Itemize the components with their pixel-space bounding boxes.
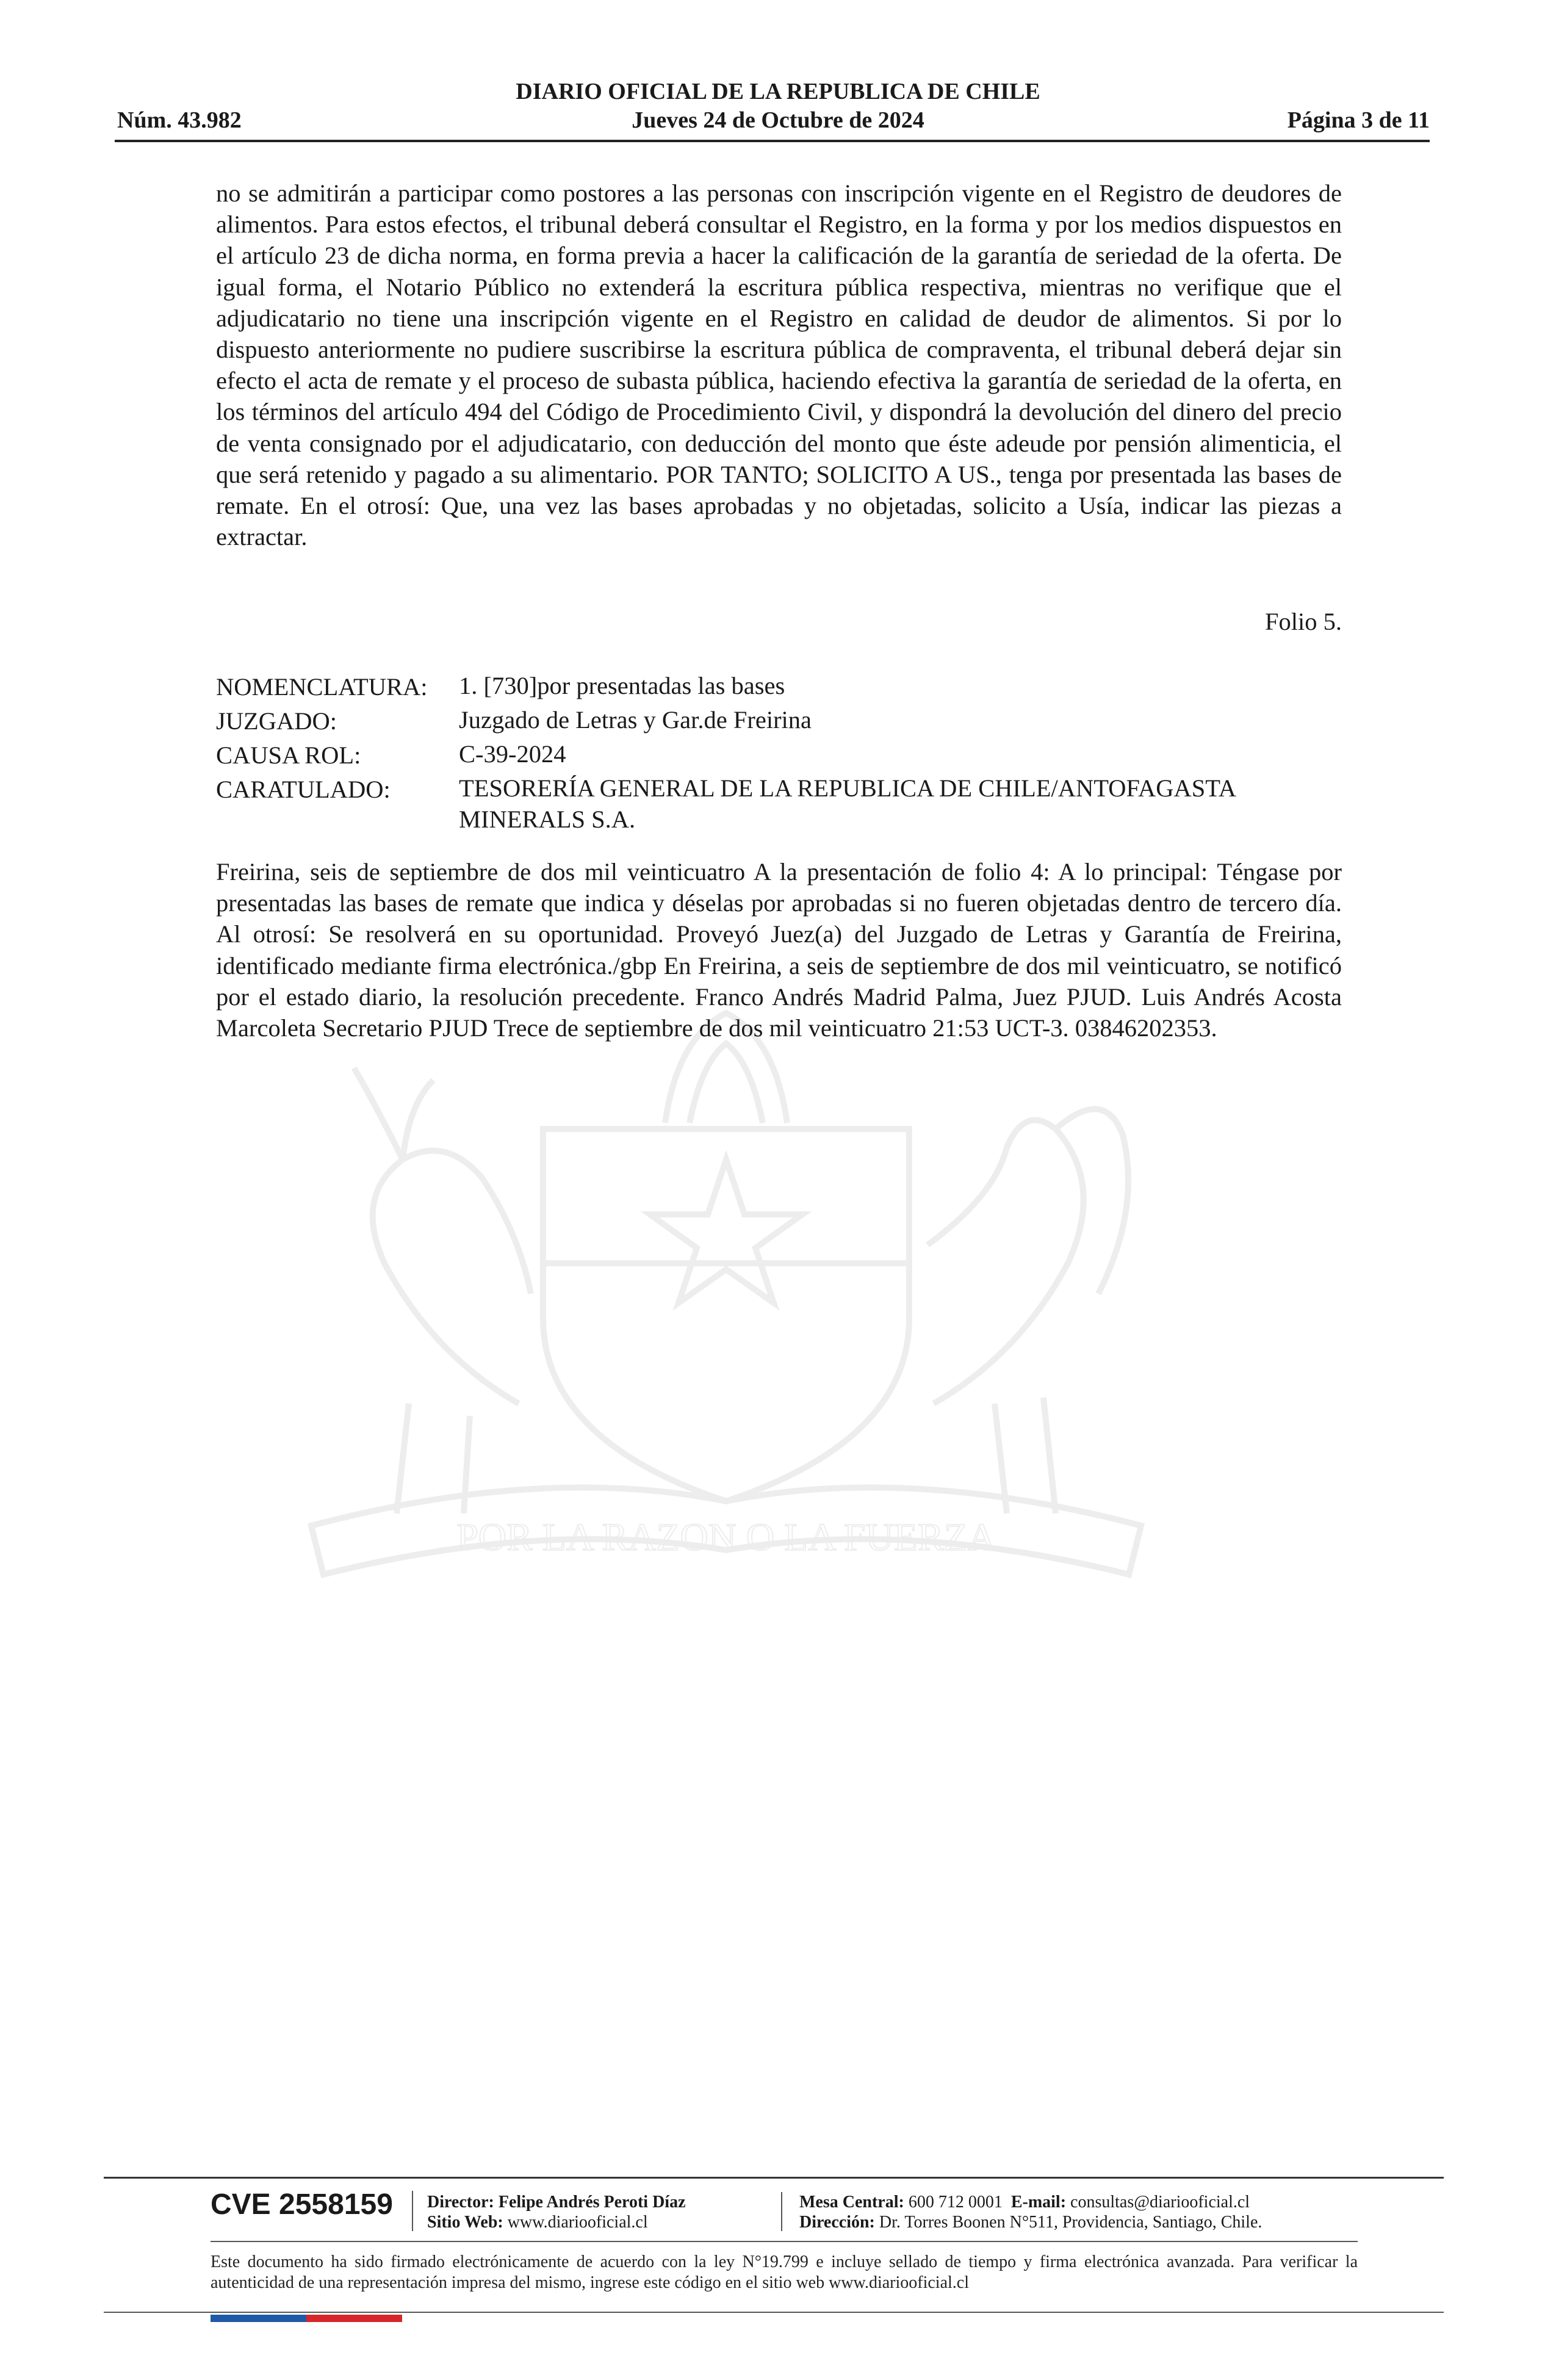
flag-stripe-blue [211, 2315, 306, 2322]
folio-label: Folio 5. [1264, 608, 1342, 635]
meta-value: TESORERÍA GENERAL DE LA REPUBLICA DE CHILE/ANTOFAGASTA MINERALS S.A. [459, 774, 1235, 833]
email-label: E-mail: [1010, 2193, 1067, 2212]
email-link[interactable]: consultas@diariooficial.cl [1070, 2193, 1250, 2212]
page-indicator: Página 3 de 11 [1287, 107, 1430, 133]
meta-row-caratulado [216, 773, 1342, 835]
header-divider [115, 140, 1430, 142]
meta-value: 1. [730]por presentadas las bases [459, 672, 785, 699]
meta-row-juzgado [216, 704, 1342, 738]
case-metadata [216, 670, 1342, 835]
meta-label: CARATULADO: [216, 776, 391, 803]
cve-code: CVE 2558159 [211, 2188, 393, 2221]
issue-date: Jueves 24 de Octubre de 2024 [632, 107, 924, 133]
meta-row-causa-rol [216, 738, 1342, 773]
signature-disclaimer: Este documento ha sido firmado electrónicamente de acuerdo con la ley N°19.799 e incluye sellado de tiempo y firma electrónica avanzada. Para verificar la autenticidad de una representación impresa del mismo, ingrese este código en el sitio web www.diariooficial.cl [211, 2252, 1358, 2292]
paragraph-bases-remate: no se admitirán a participar como postores a las personas con inscripción vigente en el Registro de deudores de alimentos. Para estos efectos, el tribunal deberá consultar el Registro, en la forma y por los medios dispuestos en el artículo 23 de dicha norma, en forma previa a hacer la calificación de la garantía de seriedad de la oferta. De igual forma, el Notario Público no extenderá la escritura pública respectiva, mientras no verifique que el adjudicatario no tiene una inscripción vigente en el Registro en calidad de deudor de alimentos. Si por lo dispuesto anteriormente no pudiere suscribirse la escritura pública de compraventa, el tribunal deberá dejar sin efecto el acta de remate y el proceso de subasta pública, haciendo efectiva la garantía de seriedad de la oferta, en los términos del artículo 494 del Código de Procedimiento Civil, y dispondrá la devolución del dinero del precio de venta consignado por el adjudicatario, con deducción del monto que éste adeude por pensión alimenticia, el que será retenido y pagado a su alimentario. POR TANTO; SOLICITO A US., tenga por presentada las bases de remate. En el otrosí: Que, una vez las bases aprobadas y no objetadas, solicito a Usía, indicar las piezas a extractar. [216, 179, 1342, 551]
address-label: Dirección: [799, 2213, 875, 2232]
issue-number: Núm. 43.982 [117, 107, 242, 133]
footer-divider-top [104, 2177, 1444, 2179]
motto-text: POR LA RAZON O LA FUERZA [456, 1515, 996, 1559]
meta-value: Juzgado de Letras y Gar.de Freirina [459, 706, 812, 734]
meta-label: CAUSA ROL: [216, 741, 361, 769]
web-link[interactable]: www.diariooficial.cl [507, 2213, 648, 2232]
coat-of-arms-watermark-icon [201, 976, 1251, 1599]
meta-value: C-39-2024 [459, 740, 566, 768]
footer-separator [412, 2191, 413, 2231]
footer-divider-middle [211, 2241, 1358, 2242]
meta-row-nomenclatura [216, 670, 1342, 704]
director-label: Director: [427, 2193, 494, 2212]
paragraph-resolucion: Freirina, seis de septiembre de dos mil veinticuatro A la presentación de folio 4: A lo principal: Téngase por presentadas las bases de remate que indica y déselas por aprobadas si no fueren objetadas dentro de tercero día. Al otrosí: Se resolverá en su oportunidad. Proveyó Juez(a) del Juzgado de Letras y Garantía de Freirina, identificado mediante firma electrónica./gbp En Freirina, a seis de septiembre de dos mil veinticuatro, se notificó por el estado diario, la resolución precedente. Franco Andrés Madrid Palma, Juez PJUD. Luis Andrés Acosta Marcoleta Secretario PJUD Trece de septiembre de dos mil veinticuatro 21:53 UCT-3. 03846202353. [216, 858, 1342, 1042]
address-text: Dr. Torres Boonen N°511, Providencia, Santiago, Chile. [879, 2213, 1262, 2232]
newspaper-title: DIARIO OFICIAL DE LA REPUBLICA DE CHILE [516, 79, 1040, 104]
meta-label: JUZGADO: [216, 707, 337, 735]
meta-label: NOMENCLATURA: [216, 673, 428, 701]
footer-divider-bottom [104, 2312, 1444, 2313]
footer-director-block [427, 2192, 686, 2232]
phone-number: 600 712 0001 [908, 2193, 1003, 2212]
footer-separator [781, 2192, 782, 2231]
web-label: Sitio Web: [427, 2213, 503, 2232]
flag-stripe-red [306, 2315, 402, 2322]
footer-contact-block [799, 2192, 1262, 2232]
director-name: Felipe Andrés Peroti Díaz [498, 2193, 686, 2212]
phone-label: Mesa Central: [799, 2193, 904, 2212]
